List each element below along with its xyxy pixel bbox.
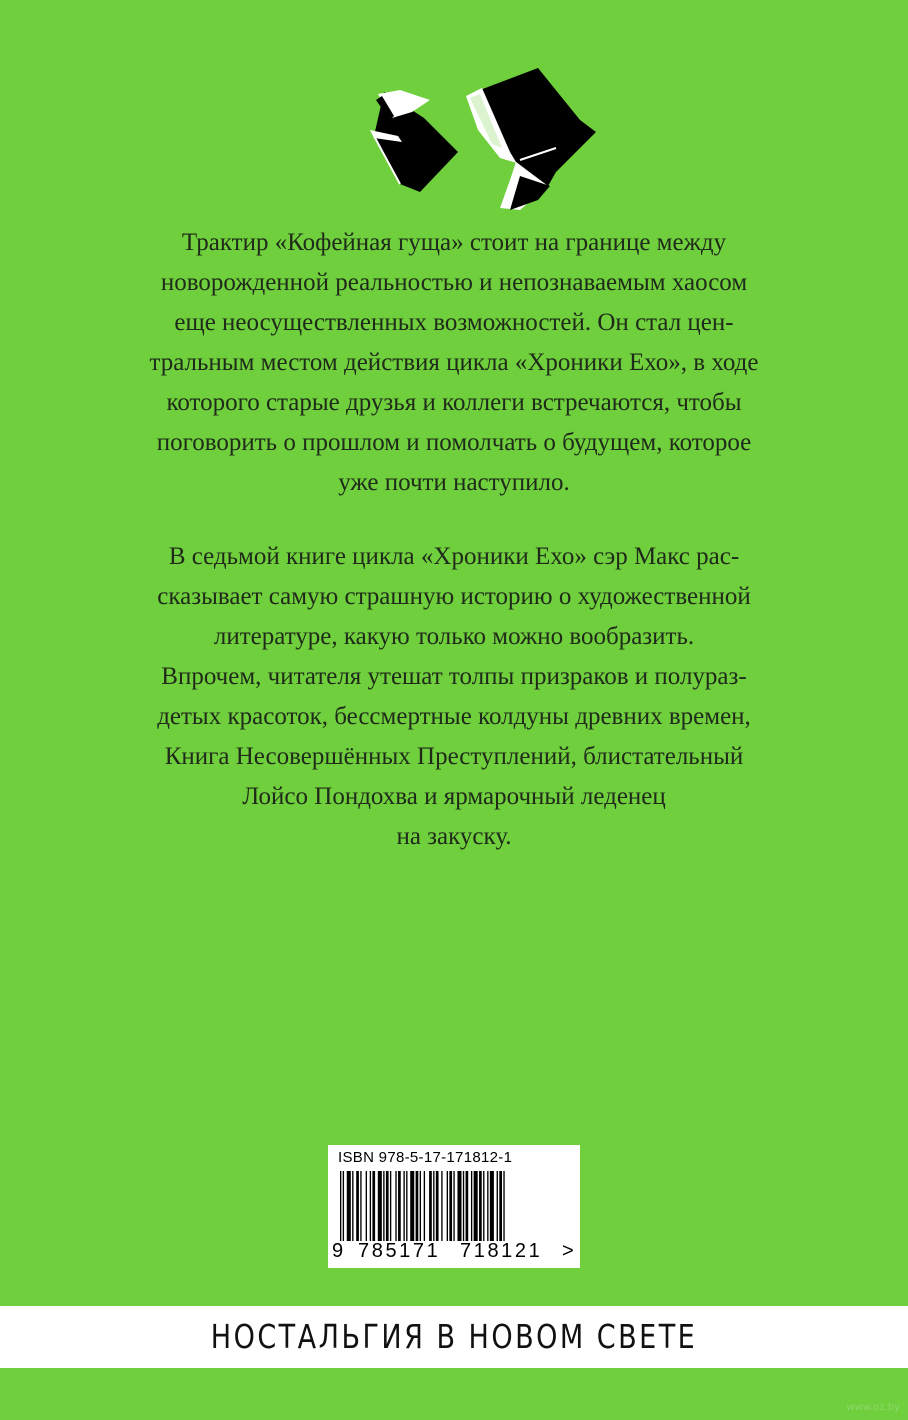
barcode-bar: [474, 1171, 478, 1241]
barcode-bar: [429, 1171, 432, 1241]
barcode-bar: [383, 1171, 384, 1241]
isbn-label: ISBN 978-5-17-171812-1: [338, 1149, 513, 1166]
barcode-bar: [416, 1171, 419, 1241]
text-line: еще неосуществленных возможностей. Он стал цен-: [174, 309, 734, 336]
text-line: на закуску.: [396, 823, 512, 850]
barcode-bar: [479, 1171, 482, 1241]
barcode-bar: [410, 1171, 414, 1241]
barcode-bar: [433, 1171, 434, 1241]
description-paragraph-2: [100, 537, 808, 857]
text-line: уже почти наступило.: [338, 469, 570, 496]
barcode-bar: [490, 1171, 494, 1241]
right-book-icon: [466, 68, 596, 210]
text-line: Трактир «Кофейная гуща» стоит на границе между: [181, 229, 727, 256]
text-line: тральным местом действия цикла «Хроники Ехо», в ходе: [149, 349, 759, 376]
text-line: Лойсо Пондохва и ярмарочный леденец: [242, 783, 666, 810]
barcode-bar: [424, 1171, 425, 1241]
barcode-bar: [352, 1171, 353, 1241]
text-line: поговорить о прошлом и помолчать о будущем, которое: [156, 429, 752, 456]
text-line: детых красоток, бессмертные колдуны древних времен,: [157, 703, 751, 730]
text-line: Книга Несовершённых Преступлений, блистательный: [164, 743, 744, 770]
barcode-quiet-zone-marker: >: [562, 1240, 574, 1262]
barcode-bar: [453, 1171, 454, 1241]
barcode-bar: [370, 1171, 371, 1241]
barcode-bar: [483, 1171, 484, 1241]
text-line: сказывает самую страшную историю о художественной: [157, 583, 751, 610]
barcode-bar: [420, 1171, 421, 1241]
barcode-bar: [449, 1171, 452, 1241]
text-line: Впрочем, читателя утешат толпы призраков и полураз-: [161, 663, 747, 690]
barcode-bar: [466, 1171, 469, 1241]
text-line: которого старые друзья и коллеги встречаются, чтобы: [166, 389, 742, 416]
flying-books-icon: [360, 60, 610, 220]
barcode-bar: [487, 1171, 488, 1241]
barcode-bar: [406, 1171, 407, 1241]
barcode-bar: [471, 1171, 472, 1241]
barcode-bar: [447, 1171, 448, 1241]
barcode-bar: [378, 1171, 382, 1241]
barcode-bar: [436, 1171, 439, 1241]
series-title: НОСТАЛЬГИЯ В НОВОМ СВЕТЕ: [210, 1317, 698, 1356]
barcode-bar: [463, 1171, 464, 1241]
barcode-digit-lead: 9: [332, 1240, 344, 1262]
barcode-bar: [441, 1171, 442, 1241]
barcode-bar: [347, 1171, 351, 1241]
barcode-digits-right: 718121: [460, 1240, 543, 1262]
barcode-bar: [499, 1171, 502, 1241]
barcode-bar: [395, 1171, 396, 1241]
barcode-bar: [457, 1171, 461, 1241]
barcode-bars: [340, 1171, 560, 1243]
text-line: литературе, какую только можно вообразить.: [213, 623, 695, 650]
barcode-bar: [340, 1171, 341, 1241]
barcode-bar: [403, 1171, 404, 1241]
barcode-bar: [360, 1171, 361, 1241]
barcode-bar: [343, 1171, 344, 1241]
barcode-bar: [390, 1171, 391, 1241]
text-line: новорожденной реальностью и непознаваемым хаосом: [160, 269, 748, 296]
left-book-icon: [370, 90, 458, 192]
barcode-bar: [497, 1171, 498, 1241]
barcode-digits-left: 785171: [358, 1240, 441, 1262]
barcode-bar: [398, 1171, 401, 1241]
barcode-bar: [372, 1171, 375, 1241]
watermark: www.oz.by: [846, 1402, 900, 1413]
isbn-barcode: [328, 1145, 580, 1268]
barcode-bar: [503, 1171, 504, 1241]
text-line: В седьмой книге цикла «Хроники Ехо» сэр Макс рас-: [168, 543, 740, 570]
series-banner: [0, 1306, 908, 1368]
barcode-bar: [386, 1171, 389, 1241]
barcode-bar: [366, 1171, 367, 1241]
description-paragraph-1: [100, 223, 808, 503]
barcode-bar: [356, 1171, 359, 1241]
